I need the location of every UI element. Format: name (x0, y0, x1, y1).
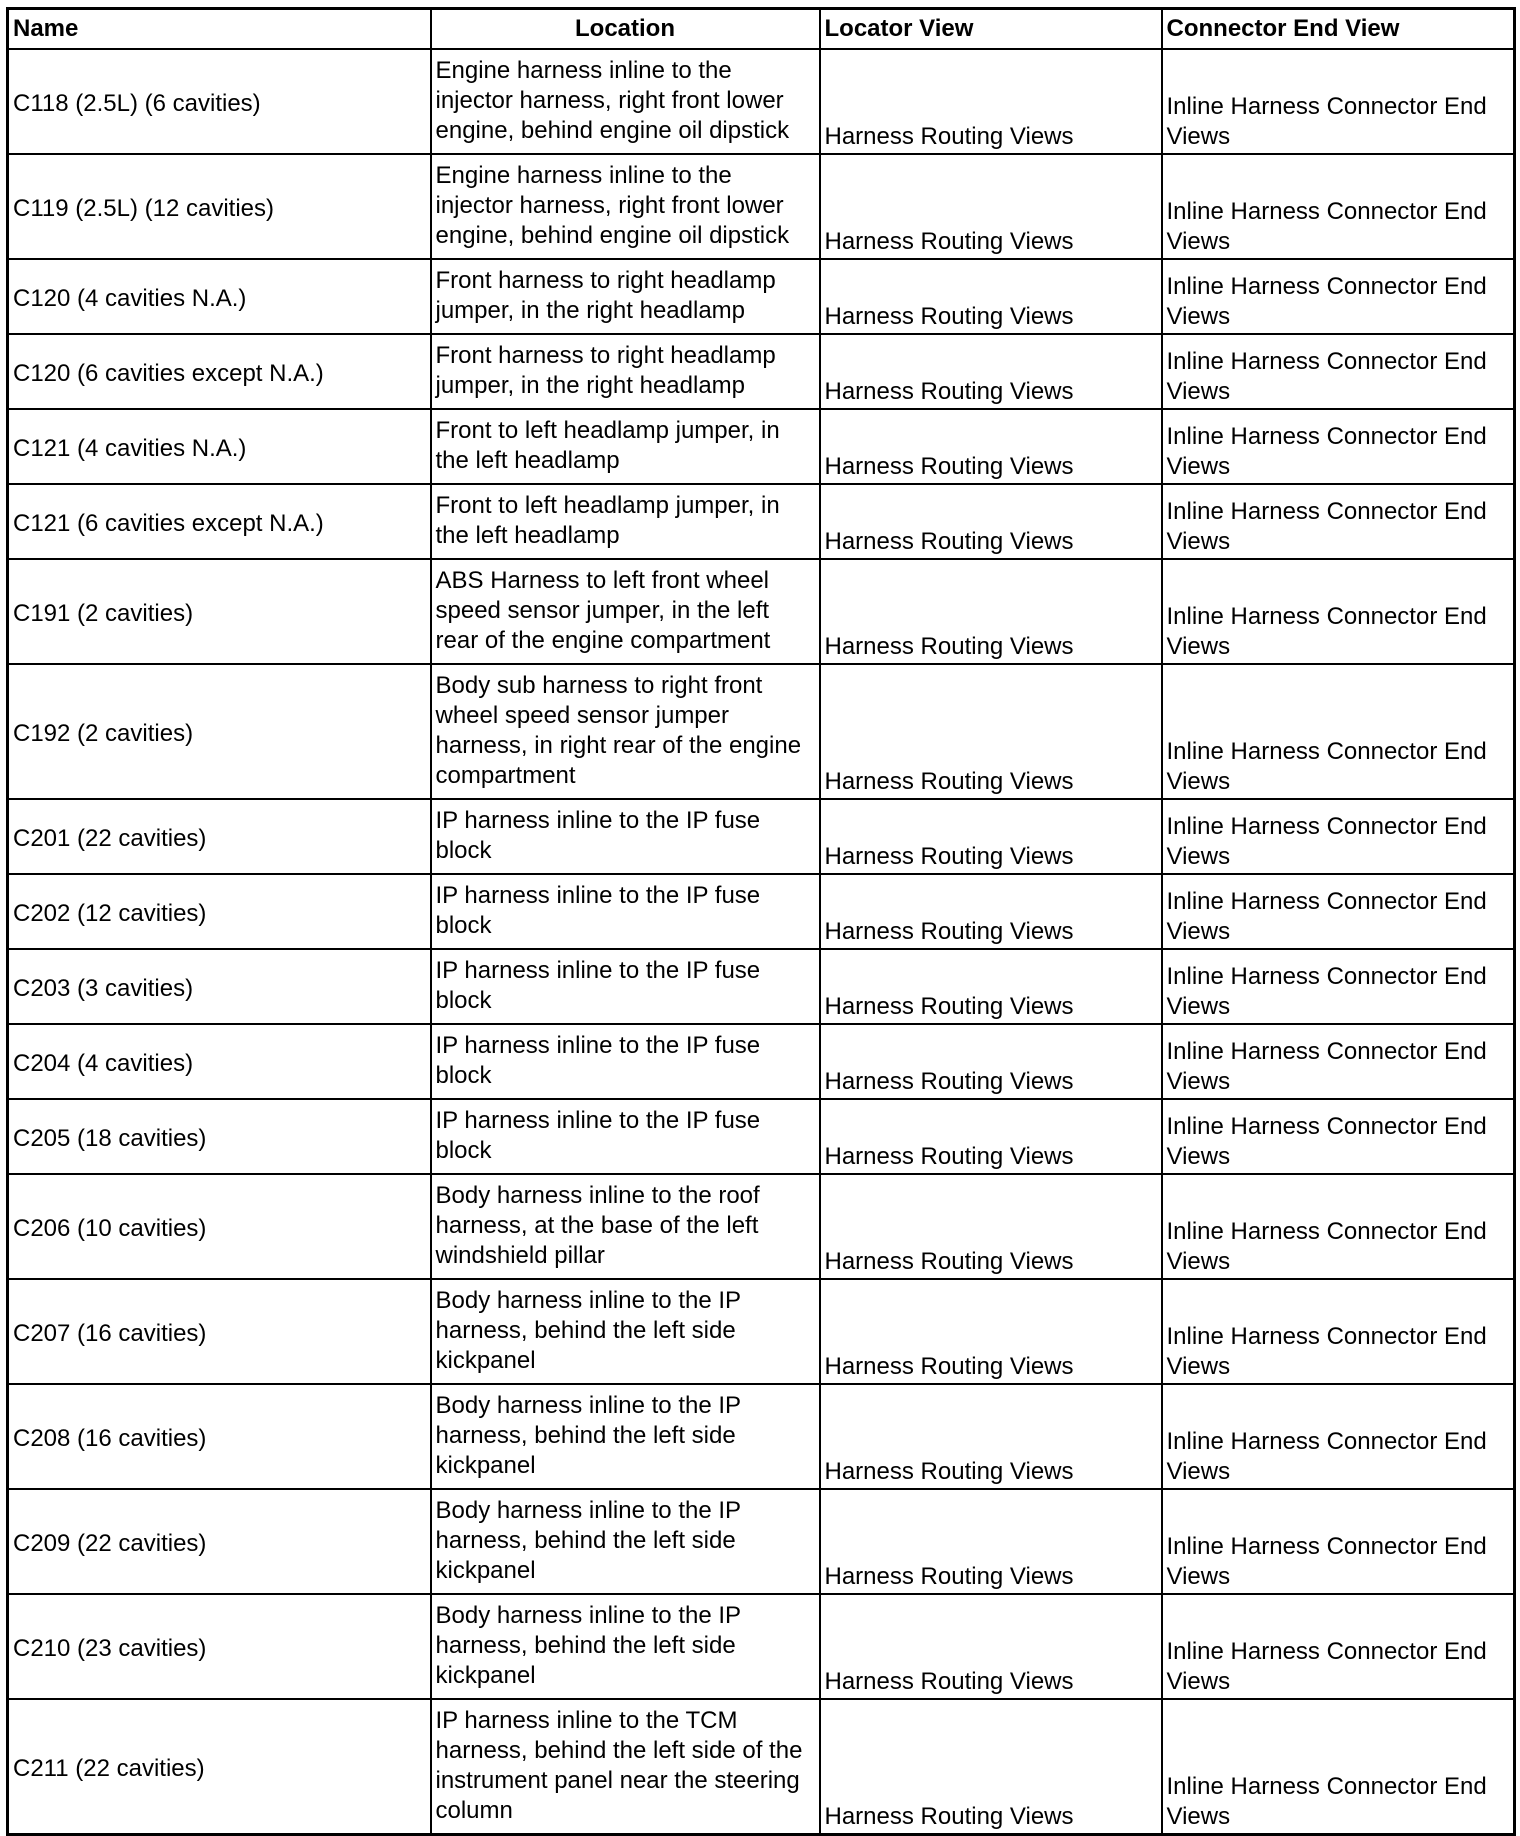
connector-name-cell: C205 (18 cavities) (8, 1099, 431, 1174)
connector-location-cell: Body harness inline to the roof harness, at the base of the left windshield pillar (431, 1174, 820, 1279)
connector-location-cell: Body harness inline to the IP harness, behind the left side kickpanel (431, 1279, 820, 1384)
column-header-locator-view: Locator View (820, 9, 1162, 50)
connector-name-cell: C191 (2 cavities) (8, 559, 431, 664)
connector-location-cell: Body harness inline to the IP harness, behind the left side kickpanel (431, 1384, 820, 1489)
connector-end-view-link[interactable]: Inline Harness Connector End Views (1162, 1489, 1515, 1594)
table-row (8, 49, 1515, 154)
table-row (8, 259, 1515, 334)
locator-view-link[interactable]: Harness Routing Views (820, 1384, 1162, 1489)
connector-name-cell: C120 (4 cavities N.A.) (8, 259, 431, 334)
column-header-connector-end-view: Connector End View (1162, 9, 1515, 50)
connector-location-cell: Front to left headlamp jumper, in the left headlamp (431, 409, 820, 484)
connector-end-view-link[interactable]: Inline Harness Connector End Views (1162, 49, 1515, 154)
connector-end-view-link[interactable]: Inline Harness Connector End Views (1162, 334, 1515, 409)
connector-location-cell: IP harness inline to the IP fuse block (431, 949, 820, 1024)
locator-view-link[interactable]: Harness Routing Views (820, 664, 1162, 799)
connector-name-cell: C192 (2 cavities) (8, 664, 431, 799)
connector-end-view-link[interactable]: Inline Harness Connector End Views (1162, 949, 1515, 1024)
table-row (8, 949, 1515, 1024)
connector-name-cell: C119 (2.5L) (12 cavities) (8, 154, 431, 259)
connector-location-cell: Front to left headlamp jumper, in the left headlamp (431, 484, 820, 559)
locator-view-link[interactable]: Harness Routing Views (820, 1099, 1162, 1174)
table-row (8, 154, 1515, 259)
table-row (8, 1099, 1515, 1174)
connector-location-cell: IP harness inline to the TCM harness, behind the left side of the instrument panel near the steering column (431, 1699, 820, 1835)
connector-end-view-link[interactable]: Inline Harness Connector End Views (1162, 799, 1515, 874)
locator-view-link[interactable]: Harness Routing Views (820, 1174, 1162, 1279)
locator-view-link[interactable]: Harness Routing Views (820, 484, 1162, 559)
connector-location-cell: Front harness to right headlamp jumper, in the right headlamp (431, 334, 820, 409)
connector-name-cell: C202 (12 cavities) (8, 874, 431, 949)
connector-end-view-link[interactable]: Inline Harness Connector End Views (1162, 1279, 1515, 1384)
connector-table (6, 7, 1516, 1836)
connector-name-cell: C120 (6 cavities except N.A.) (8, 334, 431, 409)
table-header-row (8, 9, 1515, 50)
connector-location-cell: Engine harness inline to the injector harness, right front lower engine, behind engine oil dipstick (431, 49, 820, 154)
connector-end-view-link[interactable]: Inline Harness Connector End Views (1162, 1384, 1515, 1489)
connector-end-view-link[interactable]: Inline Harness Connector End Views (1162, 1594, 1515, 1699)
locator-view-link[interactable]: Harness Routing Views (820, 1489, 1162, 1594)
locator-view-link[interactable]: Harness Routing Views (820, 1024, 1162, 1099)
locator-view-link[interactable]: Harness Routing Views (820, 559, 1162, 664)
table-row (8, 1174, 1515, 1279)
table-row (8, 874, 1515, 949)
connector-name-cell: C204 (4 cavities) (8, 1024, 431, 1099)
locator-view-link[interactable]: Harness Routing Views (820, 1594, 1162, 1699)
connector-location-cell: Body sub harness to right front wheel speed sensor jumper harness, in right rear of the engine compartment (431, 664, 820, 799)
connector-end-view-link[interactable]: Inline Harness Connector End Views (1162, 154, 1515, 259)
table-row (8, 1384, 1515, 1489)
locator-view-link[interactable]: Harness Routing Views (820, 259, 1162, 334)
table-row (8, 1279, 1515, 1384)
table-row (8, 799, 1515, 874)
table-row (8, 1489, 1515, 1594)
connector-end-view-link[interactable]: Inline Harness Connector End Views (1162, 259, 1515, 334)
connector-name-cell: C121 (6 cavities except N.A.) (8, 484, 431, 559)
table-row (8, 559, 1515, 664)
connector-table-sheet (6, 7, 1516, 1836)
connector-end-view-link[interactable]: Inline Harness Connector End Views (1162, 1174, 1515, 1279)
connector-end-view-link[interactable]: Inline Harness Connector End Views (1162, 1099, 1515, 1174)
table-row (8, 1594, 1515, 1699)
locator-view-link[interactable]: Harness Routing Views (820, 154, 1162, 259)
connector-end-view-link[interactable]: Inline Harness Connector End Views (1162, 409, 1515, 484)
locator-view-link[interactable]: Harness Routing Views (820, 949, 1162, 1024)
table-row (8, 664, 1515, 799)
table-row (8, 409, 1515, 484)
locator-view-link[interactable]: Harness Routing Views (820, 49, 1162, 154)
connector-location-cell: IP harness inline to the IP fuse block (431, 1099, 820, 1174)
connector-location-cell: IP harness inline to the IP fuse block (431, 799, 820, 874)
connector-location-cell: Front harness to right headlamp jumper, in the right headlamp (431, 259, 820, 334)
connector-end-view-link[interactable]: Inline Harness Connector End Views (1162, 1699, 1515, 1835)
connector-end-view-link[interactable]: Inline Harness Connector End Views (1162, 874, 1515, 949)
connector-location-cell: IP harness inline to the IP fuse block (431, 1024, 820, 1099)
connector-location-cell: IP harness inline to the IP fuse block (431, 874, 820, 949)
table-row (8, 1024, 1515, 1099)
column-header-name: Name (8, 9, 431, 50)
connector-end-view-link[interactable]: Inline Harness Connector End Views (1162, 1024, 1515, 1099)
connector-name-cell: C121 (4 cavities N.A.) (8, 409, 431, 484)
locator-view-link[interactable]: Harness Routing Views (820, 1699, 1162, 1835)
column-header-location: Location (431, 9, 820, 50)
connector-name-cell: C201 (22 cavities) (8, 799, 431, 874)
connector-name-cell: C118 (2.5L) (6 cavities) (8, 49, 431, 154)
connector-name-cell: C210 (23 cavities) (8, 1594, 431, 1699)
table-row (8, 484, 1515, 559)
connector-location-cell: ABS Harness to left front wheel speed sensor jumper, in the left rear of the engine compartment (431, 559, 820, 664)
connector-location-cell: Engine harness inline to the injector harness, right front lower engine, behind engine oil dipstick (431, 154, 820, 259)
connector-location-cell: Body harness inline to the IP harness, behind the left side kickpanel (431, 1489, 820, 1594)
connector-name-cell: C211 (22 cavities) (8, 1699, 431, 1835)
table-row (8, 334, 1515, 409)
connector-end-view-link[interactable]: Inline Harness Connector End Views (1162, 559, 1515, 664)
connector-end-view-link[interactable]: Inline Harness Connector End Views (1162, 664, 1515, 799)
locator-view-link[interactable]: Harness Routing Views (820, 1279, 1162, 1384)
locator-view-link[interactable]: Harness Routing Views (820, 334, 1162, 409)
connector-name-cell: C207 (16 cavities) (8, 1279, 431, 1384)
connector-location-cell: Body harness inline to the IP harness, behind the left side kickpanel (431, 1594, 820, 1699)
connector-name-cell: C209 (22 cavities) (8, 1489, 431, 1594)
connector-end-view-link[interactable]: Inline Harness Connector End Views (1162, 484, 1515, 559)
locator-view-link[interactable]: Harness Routing Views (820, 409, 1162, 484)
table-row (8, 1699, 1515, 1835)
connector-name-cell: C206 (10 cavities) (8, 1174, 431, 1279)
connector-name-cell: C208 (16 cavities) (8, 1384, 431, 1489)
locator-view-link[interactable]: Harness Routing Views (820, 874, 1162, 949)
locator-view-link[interactable]: Harness Routing Views (820, 799, 1162, 874)
connector-name-cell: C203 (3 cavities) (8, 949, 431, 1024)
